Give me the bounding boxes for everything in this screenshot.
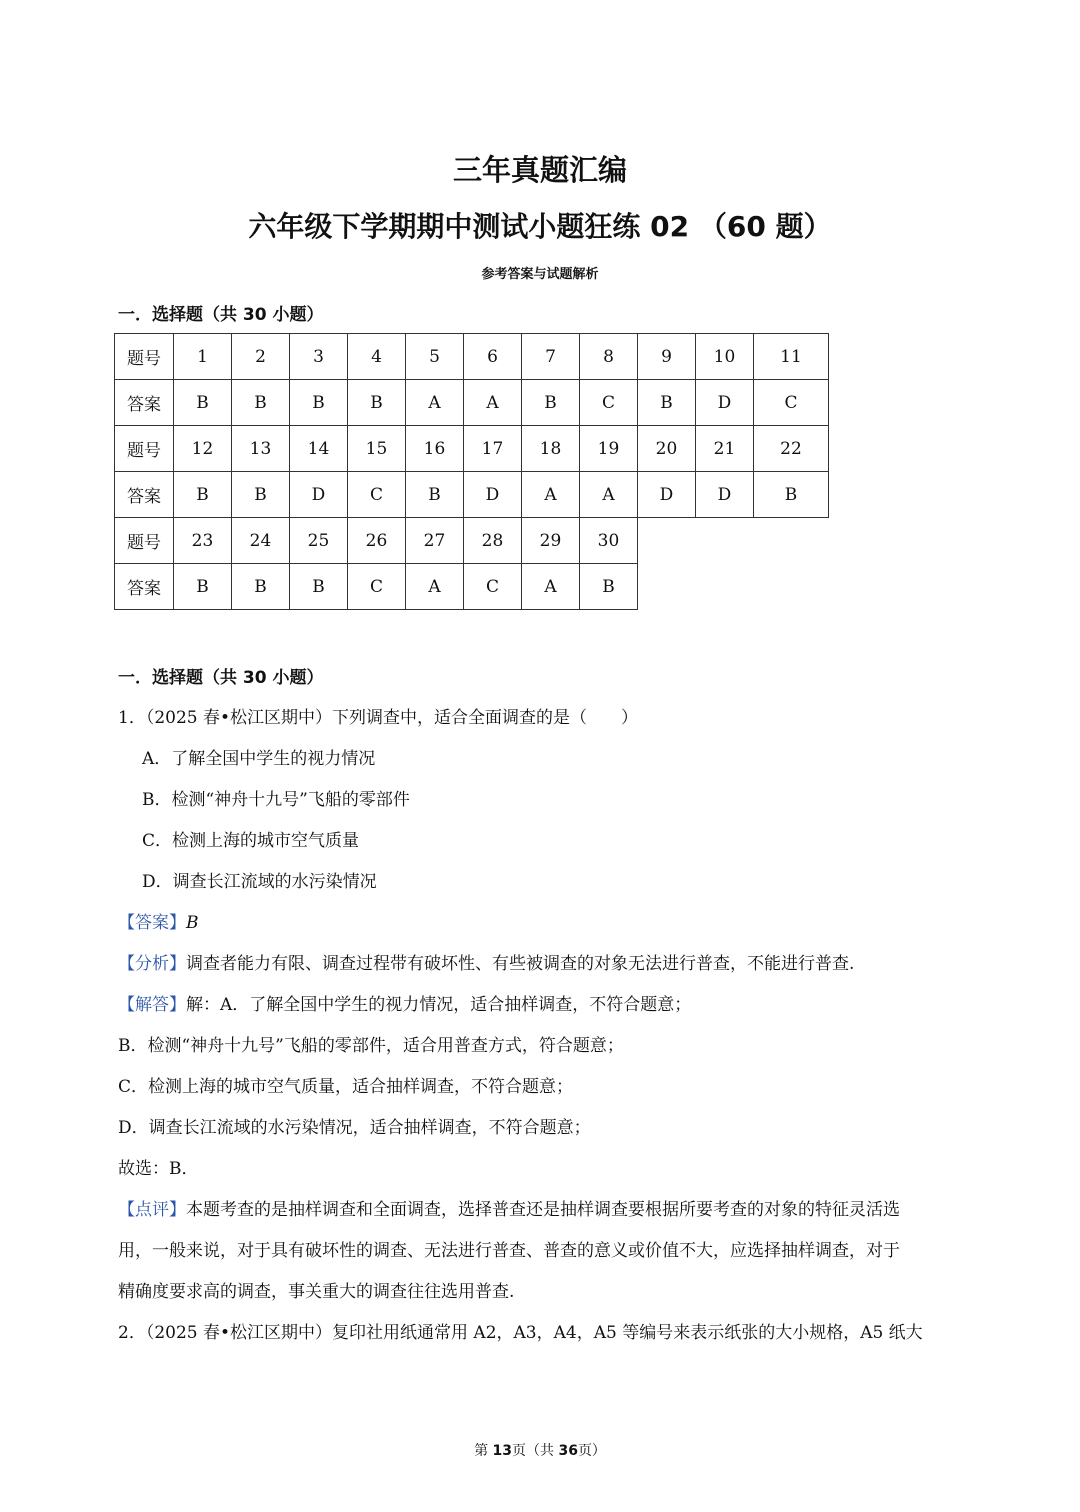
- page-total: 36: [558, 1443, 578, 1459]
- page-number: 13: [492, 1443, 512, 1459]
- question-number-cell: 20: [638, 426, 696, 472]
- question-number-cell: 24: [232, 518, 290, 564]
- answer-table-row: [115, 472, 829, 518]
- question-number-cell: 5: [406, 334, 464, 380]
- question-number-cell: 10: [696, 334, 754, 380]
- answer-cell: B: [290, 380, 348, 426]
- question-number-cell: 9: [638, 334, 696, 380]
- answer-cell: B: [754, 472, 829, 518]
- answer-cell: A: [406, 380, 464, 426]
- question-1-analysis: [118, 952, 968, 976]
- answer-cell: D: [638, 472, 696, 518]
- answer-cell: A: [406, 564, 464, 610]
- question-number-cell: 15: [348, 426, 406, 472]
- comment-line: 本题考查的是抽样调查和全面调查，选择普查还是抽样调查要根据所要考查的对象的特征灵活选: [186, 1200, 900, 1220]
- page-footer: [0, 1440, 1080, 1460]
- row-label: 答案: [115, 472, 174, 518]
- question-number-cell: 3: [290, 334, 348, 380]
- question-1-comment: [118, 1198, 968, 1222]
- question-number-cell: 17: [464, 426, 522, 472]
- answer-cell: B: [406, 472, 464, 518]
- answer-cell: C: [754, 380, 829, 426]
- question-number-cell: 27: [406, 518, 464, 564]
- question-number-cell: 4: [348, 334, 406, 380]
- answer-cell: B: [232, 380, 290, 426]
- answer-cell: B: [174, 564, 232, 610]
- answer-cell: C: [348, 564, 406, 610]
- answer-cell: D: [696, 380, 754, 426]
- comment-line: 精确度要求高的调查，事关重大的调查往往选用普查.: [118, 1282, 515, 1302]
- answer-cell: D: [464, 472, 522, 518]
- answer-cell: A: [522, 472, 580, 518]
- empty-cell: [696, 564, 754, 610]
- answer-table-row: [115, 380, 829, 426]
- question-number-cell: 13: [232, 426, 290, 472]
- answer-cell: C: [348, 472, 406, 518]
- solution-tag: 【解答】: [118, 995, 186, 1015]
- question-number-cell: 8: [580, 334, 638, 380]
- analysis-tag: 【分析】: [118, 954, 186, 974]
- answer-table-row: [115, 334, 829, 380]
- section-heading-questions: 一．选择题（共 30 小题）: [118, 668, 324, 688]
- footer-middle: 页（共: [512, 1443, 559, 1459]
- document-note: 参考答案与试题解析: [481, 267, 599, 282]
- question-number-cell: 29: [522, 518, 580, 564]
- row-label: 题号: [115, 334, 174, 380]
- row-label: 题号: [115, 518, 174, 564]
- question-1-option-a: A．了解全国中学生的视力情况: [142, 749, 376, 769]
- answer-cell: C: [464, 564, 522, 610]
- empty-cell: [638, 518, 696, 564]
- question-1-stem: 1．（2025 春•松江区期中）下列调查中，适合全面调查的是（ ）: [118, 708, 639, 728]
- question-number-cell: 28: [464, 518, 522, 564]
- answer-cell: D: [290, 472, 348, 518]
- empty-cell: [696, 518, 754, 564]
- question-number-cell: 11: [754, 334, 829, 380]
- answer-tag: 【答案】: [118, 913, 186, 933]
- solution-line: B．检测“神舟十九号”飞船的零部件，适合用普查方式，符合题意；: [118, 1036, 624, 1056]
- solution-line: D．调查长江流域的水污染情况，适合抽样调查，不符合题意；: [118, 1118, 591, 1138]
- question-number-cell: 6: [464, 334, 522, 380]
- solution-line: 解：A．了解全国中学生的视力情况，适合抽样调查，不符合题意；: [186, 995, 692, 1015]
- question-number-cell: 21: [696, 426, 754, 472]
- row-label: 答案: [115, 380, 174, 426]
- question-number-cell: 1: [174, 334, 232, 380]
- footer-prefix: 第: [474, 1443, 493, 1459]
- question-1-option-b: B．检测“神舟十九号”飞船的零部件: [142, 790, 410, 810]
- answer-cell: B: [348, 380, 406, 426]
- answer-table-row: [115, 426, 829, 472]
- analysis-text: 调查者能力有限、调查过程带有破坏性、有些被调查的对象无法进行普查，不能进行普查.: [186, 954, 855, 974]
- question-number-cell: 30: [580, 518, 638, 564]
- document-title: 三年真题汇编: [452, 153, 627, 187]
- footer-suffix: 页）: [577, 1443, 606, 1459]
- answer-cell: B: [638, 380, 696, 426]
- comment-tag: 【点评】: [118, 1200, 186, 1220]
- question-number-cell: 26: [348, 518, 406, 564]
- row-label: 题号: [115, 426, 174, 472]
- question-number-cell: 16: [406, 426, 464, 472]
- document-subtitle: 六年级下学期期中测试小题狂练 02 （60 题）: [248, 210, 832, 243]
- question-2-stem: 2．（2025 春•松江区期中）复印社用纸通常用 A2，A3，A4，A5 等编号来表示纸张的大小规格，A5 纸大: [118, 1323, 923, 1343]
- question-number-cell: 23: [174, 518, 232, 564]
- empty-cell: [754, 564, 829, 610]
- question-number-cell: 12: [174, 426, 232, 472]
- solution-line: C．检测上海的城市空气质量，适合抽样调查，不符合题意；: [118, 1077, 574, 1097]
- question-number-cell: 2: [232, 334, 290, 380]
- answer-cell: B: [232, 564, 290, 610]
- answer-cell: B: [174, 380, 232, 426]
- answer-value: B: [186, 913, 199, 933]
- question-number-cell: 14: [290, 426, 348, 472]
- answer-table-row: [115, 518, 829, 564]
- answer-cell: B: [522, 380, 580, 426]
- answer-cell: B: [174, 472, 232, 518]
- answer-cell: C: [580, 380, 638, 426]
- answer-table-row: [115, 564, 829, 610]
- solution-conclusion: 故选：B．: [118, 1159, 199, 1179]
- question-number-cell: 7: [522, 334, 580, 380]
- answer-cell: D: [696, 472, 754, 518]
- empty-cell: [754, 518, 829, 564]
- section-heading-answers: 一．选择题（共 30 小题）: [118, 305, 324, 325]
- answer-cell: A: [464, 380, 522, 426]
- answer-cell: A: [522, 564, 580, 610]
- question-number-cell: 22: [754, 426, 829, 472]
- question-number-cell: 25: [290, 518, 348, 564]
- answer-cell: B: [580, 564, 638, 610]
- question-1-option-d: D．调查长江流域的水污染情况: [142, 872, 377, 892]
- comment-line: 用，一般来说，对于具有破坏性的调查、无法进行普查、普查的意义或价值不大，应选择抽样调查，对于: [118, 1241, 900, 1261]
- answer-cell: B: [290, 564, 348, 610]
- question-1-solution: [118, 993, 968, 1017]
- answer-table: [114, 333, 829, 610]
- question-number-cell: 18: [522, 426, 580, 472]
- question-number-cell: 19: [580, 426, 638, 472]
- answer-cell: A: [580, 472, 638, 518]
- answer-cell: B: [232, 472, 290, 518]
- question-1-answer: [118, 911, 968, 935]
- row-label: 答案: [115, 564, 174, 610]
- question-1-option-c: C．检测上海的城市空气质量: [142, 831, 360, 851]
- empty-cell: [638, 564, 696, 610]
